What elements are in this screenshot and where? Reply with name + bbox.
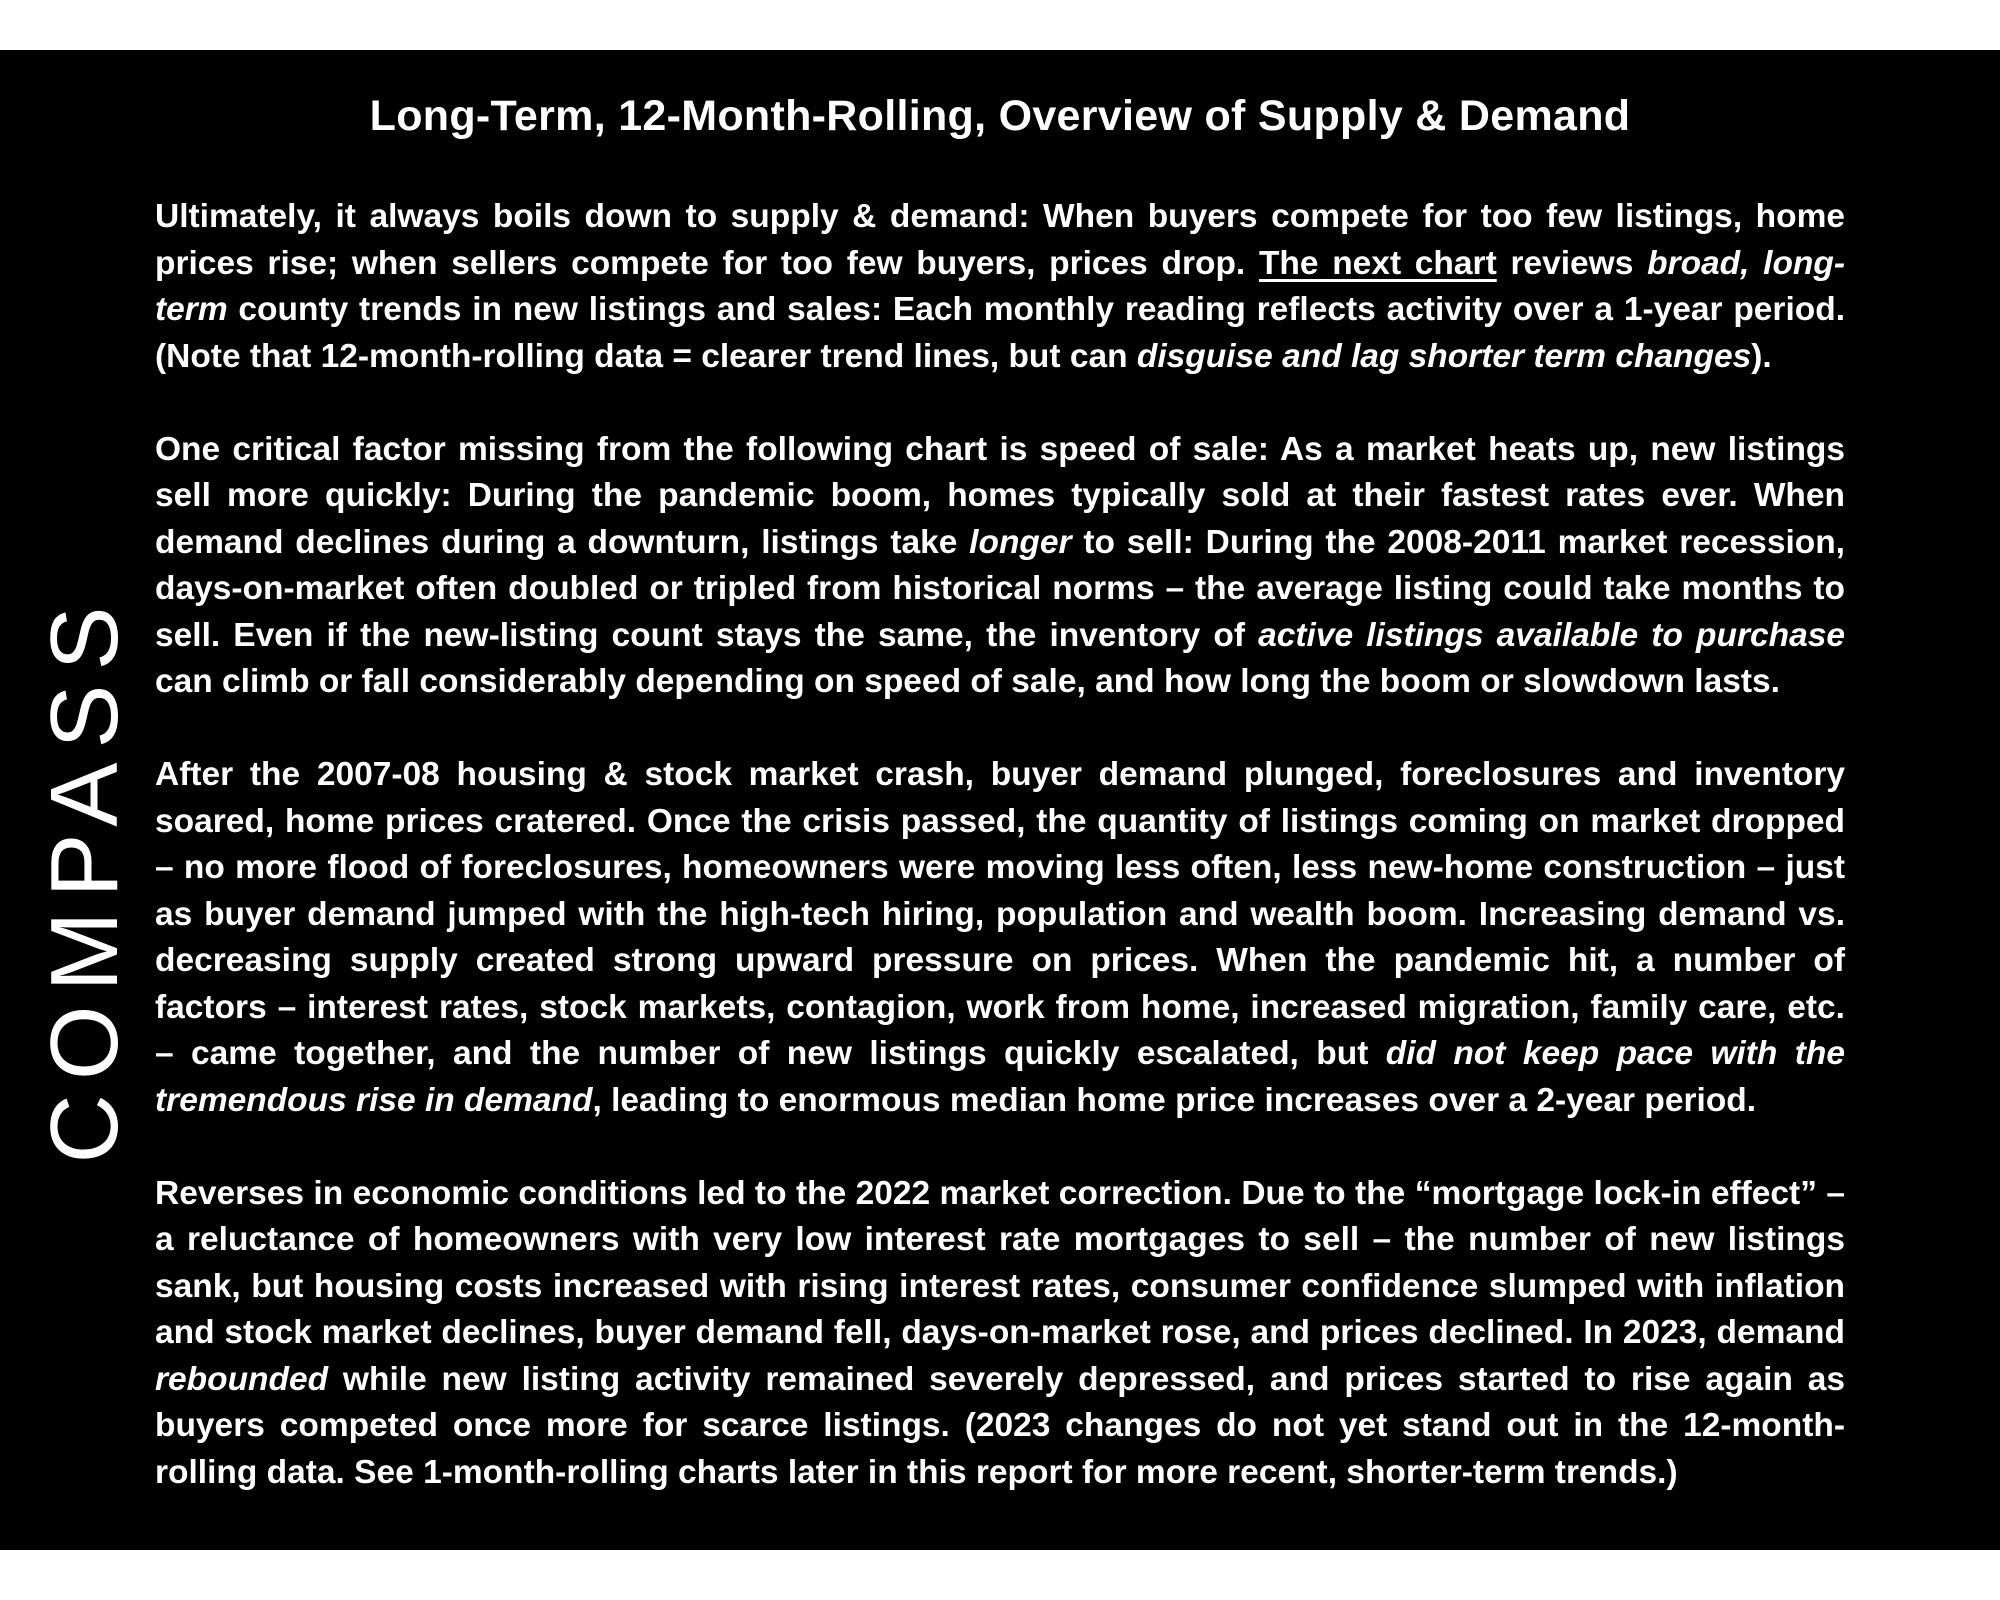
paragraph-2022-correction xyxy=(155,1171,1845,1497)
paragraph-supply-demand xyxy=(155,194,1845,380)
emphasis-text: active listings available to purchase xyxy=(1258,616,1845,654)
text-segment: Reverses in economic conditions led to the 2022 market correction. Due to the “mortgage lock-in effect” – a reluctance of homeowners with very low interest rate mortgages to sell – the number of new listings sank, but housing costs increased with rising interest rates, consumer confidence slumped with inflation and stock market declines, buyer demand fell, days-on-market rose, and prices declined. In 2023, demand xyxy=(155,1174,1845,1351)
text-segment: can climb or fall considerably depending on speed of sale, and how long the boom or slowdown lasts. xyxy=(155,663,1780,700)
emphasis-text: did not keep pace with the tremendous rise in demand xyxy=(155,1035,1845,1119)
body-text xyxy=(155,194,1845,1496)
emphasis-text: rebounded xyxy=(155,1360,329,1398)
text-segment: One critical factor missing from the following chart is speed of sale: As a market heats up, new listings sell more quickly: During the pandemic boom, homes typically sold at their fastest rates ever. When demand declines during a downturn, listings take xyxy=(155,430,1845,561)
compass-logo-text: COMPASS xyxy=(31,592,138,1164)
text-segment: , leading to enormous median home price increases over a 2-year period. xyxy=(592,1081,1757,1119)
text-segment: while new listing activity remained severely depressed, and prices started to rise again as buyers competed once more for scarce listings. (2023 changes do not yet stand out in the 12-month-rolling data. See 1-month-rolling charts later in this report for more recent, shorter-term trends.) xyxy=(155,1360,1845,1491)
next-chart-reference: The next chart xyxy=(1258,244,1497,282)
emphasis-text: broad, long-term xyxy=(155,244,1846,328)
page-title: Long-Term, 12-Month-Rolling, Overview of Supply & Demand xyxy=(369,92,1631,140)
text-segment: to sell: During the 2008-2011 market recession, days-on-market often doubled or tripled from historical norms – the average listing could take months to sell. Even if the new-listing count stays the same, the inventory of xyxy=(155,523,1845,654)
emphasis-text: longer xyxy=(969,523,1072,561)
paragraph-market-history xyxy=(155,752,1845,1124)
emphasis-text: disguise and lag shorter term changes xyxy=(1136,337,1752,375)
text-segment: After the 2007-08 housing & stock market crash, buyer demand plunged, foreclosures and inventory soared, home prices cratered. Once the crisis passed, the quantity of listings coming on market dropped – no more flood of foreclosures, homeowners were moving less often, less new-home construction – just as buyer demand jumped with the high-tech hiring, population and wealth boom. Increasing demand vs. decreasing supply created strong upward pressure on prices. When the pandemic hit, a number of factors – interest rates, stock markets, contagion, work from home, increased migration, family care, etc. – came together, and the number of new listings quickly escalated, but xyxy=(155,756,1845,1072)
text-segment: county trends in new listings and sales: Each monthly reading reflects activity over a 1-year period. (Note that 12-month-rolling data = clearer trend lines, but can xyxy=(155,291,1845,375)
text-segment: ). xyxy=(1751,337,1772,375)
slide xyxy=(0,50,2000,1550)
paragraph-speed-of-sale xyxy=(155,427,1845,706)
text-segment: reviews xyxy=(1496,244,1648,282)
text-segment: Ultimately, it always boils down to supply & demand: When buyers compete for too few listings, home prices rise; when sellers compete for too few buyers, prices drop. xyxy=(155,198,1845,282)
